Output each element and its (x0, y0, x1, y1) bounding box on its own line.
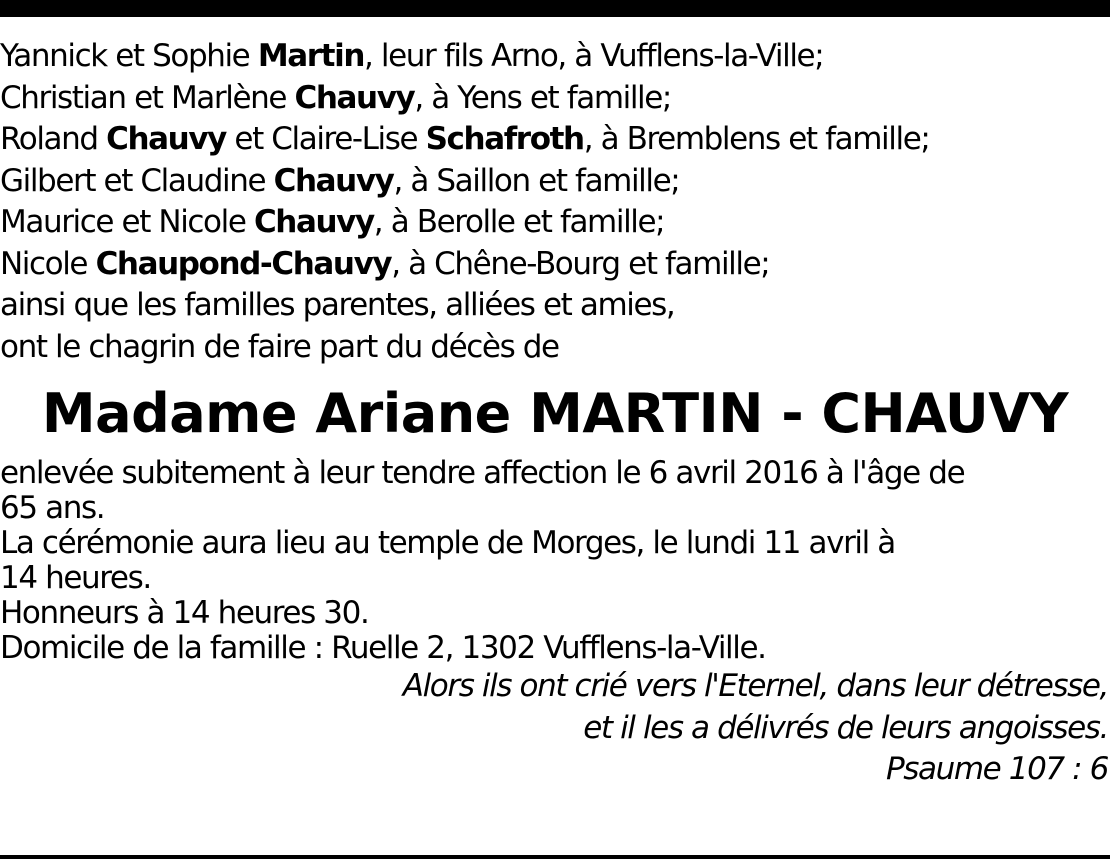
family-text: , à Saillon et famille; (393, 162, 680, 199)
detail-line: enlevée subitement à leur tendre affection le 6 avril 2016 à l'âge de (0, 455, 965, 491)
family-line-1 (0, 36, 1110, 78)
family-line-2 (0, 78, 1110, 120)
family-surname: Schafroth (425, 121, 584, 157)
family-text: , à Bremblens et famille; (583, 121, 930, 157)
family-surname: Martin (257, 38, 364, 74)
family-text: , à Yens et famille; (414, 79, 671, 116)
quote-line-1: Alors ils ont crié vers l'Eternel, dans leur détresse, (402, 668, 1108, 704)
relatives-line: ainsi que les familles parentes, alliées et amies, (0, 287, 675, 323)
deceased-name: Madame Ariane MARTIN - CHAUVY (41, 382, 1069, 445)
family-line-3 (0, 119, 1110, 161)
detail-line: 14 heures. (0, 560, 151, 596)
family-text: Yannick et Sophie (0, 38, 258, 74)
top-border-bar (0, 0, 1110, 17)
family-surname: Chauvy (253, 204, 374, 240)
family-line-4 (0, 161, 1110, 203)
family-text: Gilbert et Claudine (0, 162, 274, 199)
detail-line: La cérémonie aura lieu au temple de Morges, le lundi 11 avril à (0, 525, 895, 561)
detail-line: 65 ans. (0, 490, 105, 526)
family-surname: Chauvy (273, 162, 394, 199)
quote-line-2: et il les a délivrés de leurs angoisses. (583, 709, 1108, 746)
family-text: , à Chêne-Bourg et famille; (391, 245, 770, 282)
detail-line: Honneurs à 14 heures 30. (0, 595, 369, 631)
obituary-notice (0, 36, 1110, 791)
family-surname: Chauvy (294, 79, 415, 116)
announcement-line: ont le chagrin de faire part du décès de (0, 328, 559, 365)
family-text: , à Berolle et famille; (373, 204, 665, 240)
family-line-5 (0, 202, 1110, 244)
family-text: Maurice et Nicole (0, 204, 254, 240)
bottom-border-rule (0, 855, 1110, 859)
family-text: et Claire-Lise (225, 121, 426, 157)
family-text: Christian et Marlène (0, 79, 295, 116)
family-text: Roland (0, 121, 107, 157)
family-text: Nicole (0, 245, 96, 282)
family-surname: Chaupond-Chauvy (95, 245, 392, 282)
family-surname: Chauvy (106, 121, 226, 157)
family-line-6 (0, 244, 1110, 286)
quote-reference: Psaume 107 : 6 (885, 751, 1108, 787)
detail-line: Domicile de la famille : Ruelle 2, 1302 Vufflens-la-Ville. (0, 630, 766, 666)
family-text: , leur fils Arno, à Vufflens-la-Ville; (363, 38, 824, 74)
